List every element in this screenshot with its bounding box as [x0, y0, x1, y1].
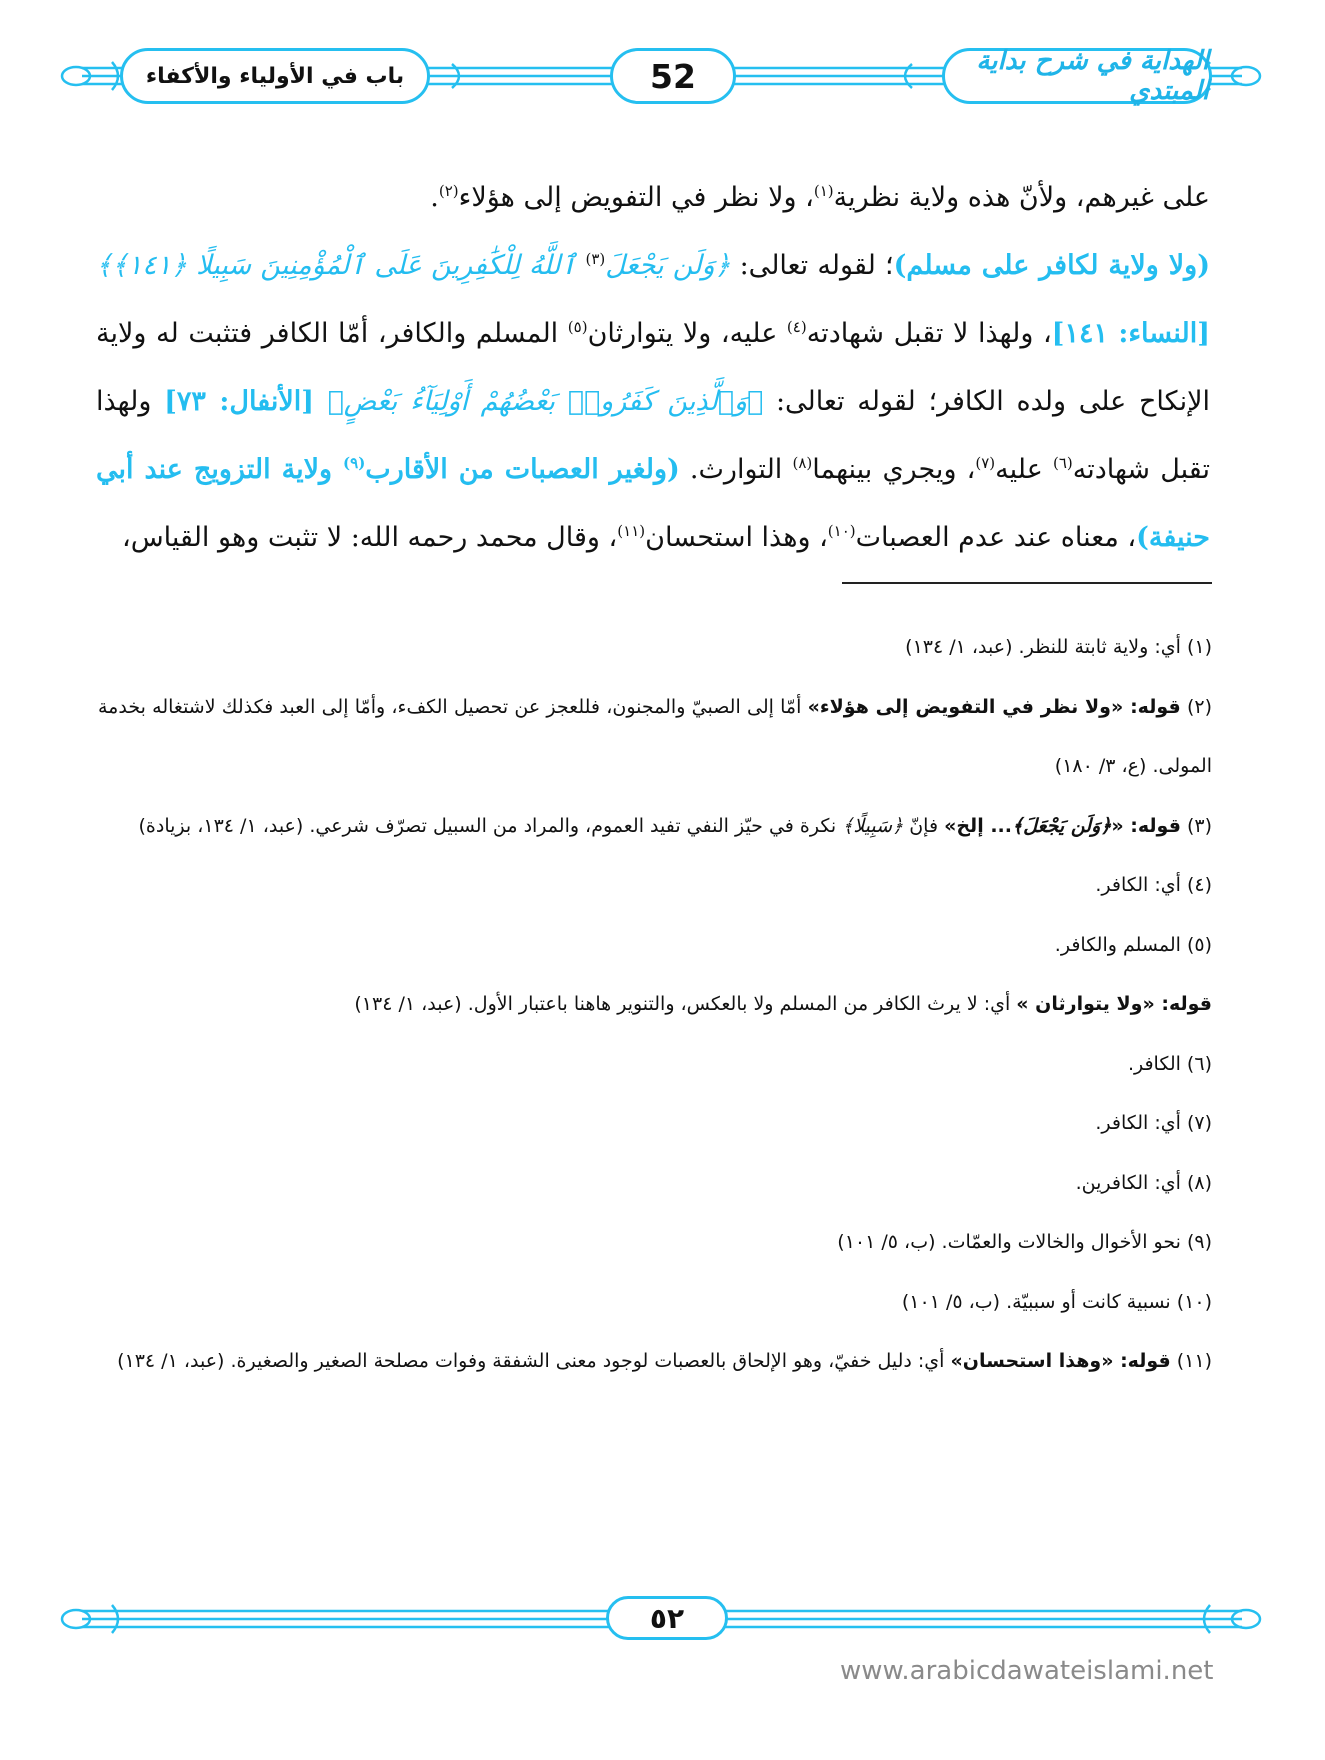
footnote-2	[98, 678, 1212, 797]
footnote-quote: قوله: «ولا يتوارثان »	[1016, 993, 1212, 1015]
quran-word: ﴿سَبِيلًا﴾	[842, 814, 904, 837]
matn-text: (ولا ولاية لكافر على مسلم)	[893, 250, 1210, 281]
chapter-title: باب في الأولياء والأكفاء	[120, 48, 430, 104]
text: ولهذا تقبل شهادته	[96, 386, 1210, 485]
paragraph-1	[96, 164, 1210, 232]
footnote-6: (٦) الكافر.	[1127, 1052, 1212, 1075]
website-watermark: www.arabicdawateislami.net	[840, 1656, 1214, 1686]
footnote-ref-3: (٣)	[585, 250, 606, 268]
text: عليه	[995, 454, 1053, 485]
footnote-9: (٩) نحو الأخوال والخالات والعمّات. (ب، ٥/ ١٠١)	[837, 1231, 1212, 1253]
footnote-quote: قوله: «ولا نظر في التفويض إلى هؤلاء»	[807, 695, 1181, 718]
footnote-quote: قوله: «	[1111, 814, 1181, 837]
footnote-1: (١) أي: ولاية ثابتة للنظر. (عبد، ١/ ١٣٤)	[905, 636, 1212, 658]
footnote-number: (٣)	[1180, 814, 1212, 837]
footnote-8: (٨) أي: الكافرين.	[1075, 1171, 1212, 1194]
footnote-ref-5: (٥)	[567, 318, 588, 336]
text: ، ولهذا لا تقبل شهادته	[806, 318, 1052, 349]
footnote-7: (٧) أي: الكافر.	[1095, 1112, 1212, 1134]
text: ، ويجري بينهما	[812, 454, 976, 485]
quran-word: ﴿وَلَن يَجْعَلَ﴾	[1011, 814, 1112, 837]
footnote-11	[98, 1332, 1212, 1392]
footnote-4: (٤) أي: الكافر.	[1095, 874, 1212, 896]
book-title: الهداية في شرح بداية المبتدي	[942, 48, 1212, 104]
text: .	[430, 182, 439, 213]
footnote-ref-9: (٩)	[343, 454, 366, 472]
text: ، ولا نظر في التفويض إلى هؤلاء	[458, 182, 814, 213]
footnote-divider	[842, 582, 1212, 584]
quran-verse: ٱللَّهُ لِلْكَٰفِرِينَ عَلَى ٱلْمُؤْمِنِينَ سَبِيلًا ﴿١٤١﴾﴾	[96, 250, 586, 281]
footer-page-number: ٥٢	[606, 1596, 728, 1640]
footnotes	[98, 618, 1212, 1392]
footnote-ref-8: (٨)	[792, 454, 813, 472]
text: عليه، ولا يتوارثان	[587, 318, 787, 349]
page-number: 52	[610, 48, 736, 104]
text: ؛ لقوله تعالى:	[730, 250, 894, 281]
footnote-ref-6: (٦)	[1052, 454, 1073, 472]
footnote-ref-11: (١١)	[617, 522, 646, 540]
footnote-quote: ... إلخ»	[944, 814, 1012, 837]
footnote-ref-4: (٤)	[786, 318, 807, 336]
footnote-text: أمّا إلى الصبيّ والمجنون، فللعجز عن تحصيل الكفء، وأمّا إلى العبد فكذلك لاشتغاله بخدمة المولى. (ع، ٣/ ١٨٠)	[98, 695, 1212, 777]
footnote-text: أي: لا يرث الكافر من المسلم ولا بالعكس، والتنوير هاهنا باعتبار الأول. (عبد، ١/ ١٣٤)	[354, 993, 1017, 1015]
quran-verse: ﴿وَلَن يَجْعَلَ	[605, 250, 731, 281]
footnote-ref-7: (٧)	[975, 454, 996, 472]
footnote-ref-1: (١)	[813, 182, 834, 200]
text: المسلم والكافر، أمّا الكافر فتثبت له ولاية الإنكاح على ولده الكافر؛ لقوله تعالى:	[96, 318, 1210, 417]
verse-reference: [الأنفال: ٧٣]	[164, 386, 328, 417]
footnote-text: أي: دليل خفيّ، وهو الإلحاق بالعصبات لوجود معنى الشفقة وفوات مصلحة الصغير والصغيرة. (عبد، ١/ ١٣٤)	[117, 1350, 951, 1372]
text: التوارث.	[679, 454, 793, 485]
footnote-quote: قوله: «وهذا استحسان»	[950, 1350, 1171, 1372]
page-header	[52, 38, 1270, 118]
page-footer	[52, 1590, 1270, 1648]
text: ، وهذا استحسان	[645, 522, 828, 553]
footnote-number: (٢)	[1180, 695, 1213, 718]
text: ، وقال محمد رحمه الله: لا تثبت وهو القياس،	[122, 522, 618, 553]
footnote-ref-10: (١٠)	[827, 522, 856, 540]
matn-text: (ولغير العصبات من الأقارب	[365, 454, 680, 485]
main-text	[96, 164, 1210, 572]
footnote-5-comment	[98, 975, 1212, 1035]
quran-verse: ﴿وَٱلَّذِينَ كَفَرُوا۟ بَعْضُهُمْ أَوْلِيَآءُ بَعْضٍ﴾	[327, 386, 764, 417]
footnote-number: (١١)	[1170, 1350, 1212, 1372]
verse-reference: [النساء: ١٤١]	[1051, 318, 1211, 349]
paragraph-2	[96, 232, 1210, 572]
footnote-10: (١٠) نسبية كانت أو سببيّة. (ب، ٥/ ١٠١)	[901, 1290, 1212, 1313]
text: على غيرهم، ولأنّ هذه ولاية نظرية	[833, 182, 1210, 213]
text: ، معناه عند عدم العصبات	[855, 522, 1137, 553]
matn-text: ولاية التزويج عند أبي حنيفة)	[96, 454, 1210, 553]
footnote-3	[98, 797, 1212, 857]
footnote-text: نكرة في حيّز النفي تفيد العموم، والمراد من السبيل تصرّف شرعي. (عبد، ١/ ١٣٤، بزيادة)	[138, 814, 843, 837]
footnote-5: (٥) المسلم والكافر.	[1054, 933, 1212, 956]
footnote-ref-2: (٢)	[438, 182, 459, 200]
footnote-text: فإنّ	[903, 814, 945, 837]
